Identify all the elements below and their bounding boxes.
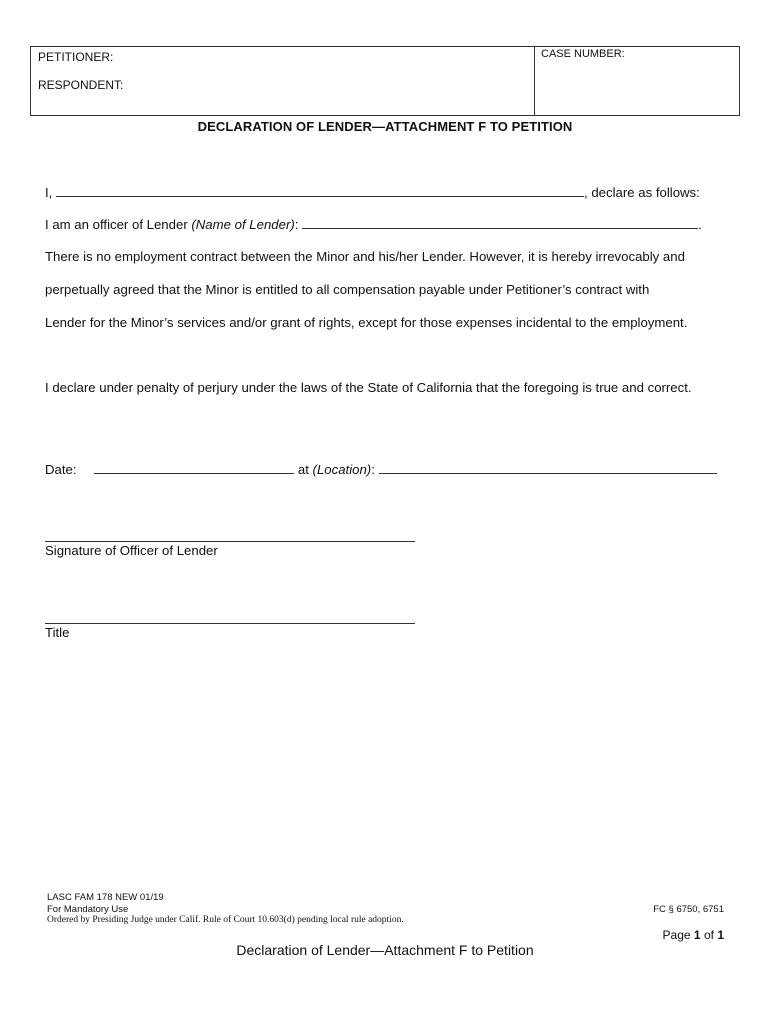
at-text: at — [297, 462, 309, 477]
officer-text: I am an officer of Lender — [45, 217, 188, 232]
declarant-suffix: , declare as follows: — [584, 185, 700, 200]
page-total: 1 — [717, 928, 724, 942]
respondent-label: RESPONDENT: — [38, 78, 124, 92]
code-reference: FC § 6750, 6751 — [653, 904, 724, 915]
title-label: Title — [45, 625, 70, 640]
title-line[interactable] — [45, 623, 415, 624]
declarant-name-field[interactable] — [56, 184, 584, 197]
page-number — [663, 928, 724, 942]
lender-name-field[interactable] — [302, 216, 698, 229]
case-number-label: CASE NUMBER: — [541, 48, 625, 60]
body-line-3: Lender for the Minor’s services and/or grant of rights, except for those expenses incidental to the employment. — [45, 315, 688, 330]
ordered-by: Ordered by Presiding Judge under Calif. Rule of Court 10.603(d) pending local rule adoption. — [47, 915, 404, 925]
mandatory-use: For Mandatory Use — [47, 903, 129, 915]
page-prefix: Page — [662, 928, 691, 942]
location-field[interactable] — [379, 461, 717, 474]
body-line-1: There is no employment contract between the Minor and his/her Lender. However, it is hereby irrevocably and — [45, 249, 685, 264]
declarant-prefix: I, — [45, 185, 53, 200]
petitioner-label: PETITIONER: — [38, 50, 114, 64]
footer-left — [47, 892, 404, 927]
declarant-row — [45, 184, 700, 200]
form-title: DECLARATION OF LENDER—ATTACHMENT F TO PETITION — [197, 119, 573, 134]
perjury-statement: I declare under penalty of perjury under the laws of the State of California that the foregoing is true and correct. — [45, 380, 692, 395]
location-label: (Location) — [312, 462, 372, 477]
form-id: LASC FAM 178 NEW 01/19 — [47, 892, 164, 903]
officer-row — [45, 216, 702, 232]
officer-italic: (Name of Lender) — [191, 217, 295, 232]
caption-divider — [534, 47, 535, 115]
signature-label: Signature of Officer of Lender — [45, 543, 218, 558]
officer-end: . — [698, 217, 702, 232]
body-line-2: perpetually agreed that the Minor is entitled to all compensation payable under Petitioner’s contract with — [45, 282, 650, 297]
page-of: of — [703, 928, 714, 942]
location-colon: : — [371, 462, 375, 477]
officer-colon: : — [294, 217, 299, 232]
date-field[interactable] — [94, 461, 294, 474]
signature-line[interactable] — [45, 541, 415, 542]
footer-doc-title: Declaration of Lender—Attachment F to Petition — [236, 942, 534, 958]
caption-box — [30, 46, 740, 116]
date-label: Date: — [45, 462, 77, 477]
date-row — [45, 461, 717, 477]
page-current: 1 — [693, 928, 701, 942]
